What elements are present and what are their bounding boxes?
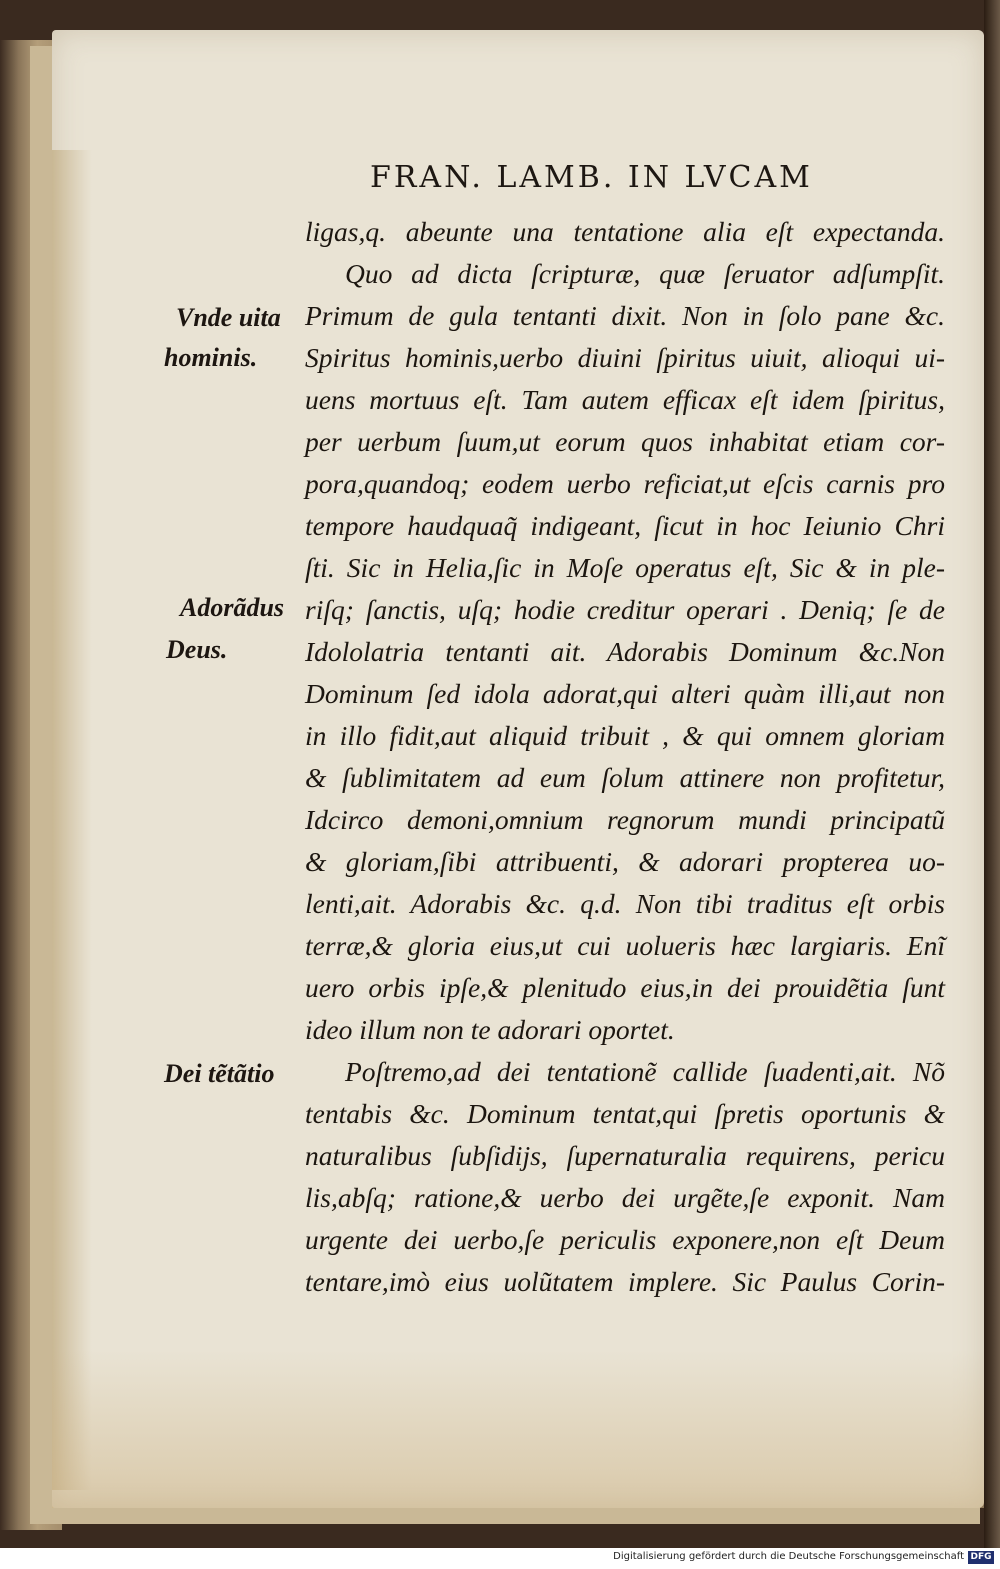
text-line: ſti. Sic in Helia,ſic in Moſe operatus eſt, Sic & in ple- bbox=[305, 552, 945, 583]
funding-credit: Digitalisierung gefördert durch die Deutsche Forschungsgemeinschaft bbox=[613, 1551, 964, 1562]
text-line: Primum de gula tentanti dixit. Non in ſolo pane &c. bbox=[305, 300, 945, 331]
text-line: Quo ad dicta ſcripturæ, quæ ſeruator adſumpſit. bbox=[345, 258, 945, 289]
text-line: in illo fidit,aut aliquid tribuit , & qui omnem gloriam bbox=[305, 720, 945, 751]
text-line: terræ,& gloria eius,ut cui uolueris hæc largiaris. Enĩ bbox=[305, 930, 945, 961]
page-stain bbox=[52, 150, 92, 1490]
page-gutter bbox=[984, 0, 1000, 1569]
text-line: & gloriam,ſibi attribuenti, & adorari propterea uo- bbox=[305, 846, 945, 877]
text-line: Idololatria tentanti ait. Adorabis Dominum &c.Non bbox=[305, 636, 945, 667]
text-line: lis,abſq; ratione,& uerbo dei urgẽte,ſe exponit. Nam bbox=[305, 1182, 945, 1213]
page-stain bbox=[52, 1350, 984, 1508]
text-line: pora,quandoq; eodem uerbo reficiat,ut eſcis carnis pro bbox=[305, 468, 945, 499]
text-line: urgente dei uerbo,ſe periculis exponere,non eſt Deum bbox=[305, 1224, 945, 1255]
margin-note: Vnde uita bbox=[176, 303, 281, 332]
margin-note: Dei tẽtãtio bbox=[164, 1059, 275, 1088]
margin-note: Deus. bbox=[166, 635, 228, 664]
text-line: naturalibus ſubſidijs, ſupernaturalia requirens, pericu bbox=[305, 1140, 945, 1171]
text-line: tentare,imò eius uolũtatem implere. Sic Paulus Corin- bbox=[305, 1266, 945, 1297]
text-line: tempore haudquaq̃ indigeant, ſicut in hoc Ieiunio Chri bbox=[305, 510, 945, 541]
text-line: Poſtremo,ad dei tentationẽ callide ſuadenti,ait. Nõ bbox=[345, 1056, 945, 1087]
text-line: lenti,ait. Adorabis &c. q.d. Non tibi traditus eſt orbis bbox=[305, 888, 945, 919]
text-line: Dominum ſed idola adorat,qui alteri quàm illi,aut non bbox=[305, 678, 945, 709]
text-line: riſq; ſanctis, uſq; hodie creditur operari . Deniq; ſe de bbox=[305, 594, 945, 625]
dfg-logo: DFG bbox=[968, 1551, 994, 1564]
text-line: ligas,q. abeunte una tentatione alia eſt expectanda. bbox=[305, 216, 945, 247]
margin-note: Adorãdus bbox=[180, 593, 285, 622]
margin-note: hominis. bbox=[164, 343, 258, 372]
text-line: uero orbis ipſe,& plenitudo eius,in dei prouidẽtia ſunt bbox=[305, 972, 945, 1003]
running-head: FRAN. LAMB. IN LVCAM bbox=[370, 160, 813, 195]
text-line: per uerbum ſuum,ut eorum quos inhabitat etiam cor- bbox=[305, 426, 945, 457]
text-line: uens mortuus eſt. Tam autem efficax eſt idem ſpiritus, bbox=[305, 384, 945, 415]
text-line: ideo illum non te adorari oportet. bbox=[305, 1014, 675, 1045]
text-line: Spiritus hominis,uerbo diuini ſpiritus uiuit, alioqui ui- bbox=[305, 342, 945, 373]
text-line: tentabis &c. Dominum tentat,qui ſpretis oportunis & bbox=[305, 1098, 945, 1129]
text-line: & ſublimitatem ad eum ſolum attinere non profitetur, bbox=[305, 762, 945, 793]
text-line: Idcirco demoni,omnium regnorum mundi principatũ bbox=[305, 804, 945, 835]
